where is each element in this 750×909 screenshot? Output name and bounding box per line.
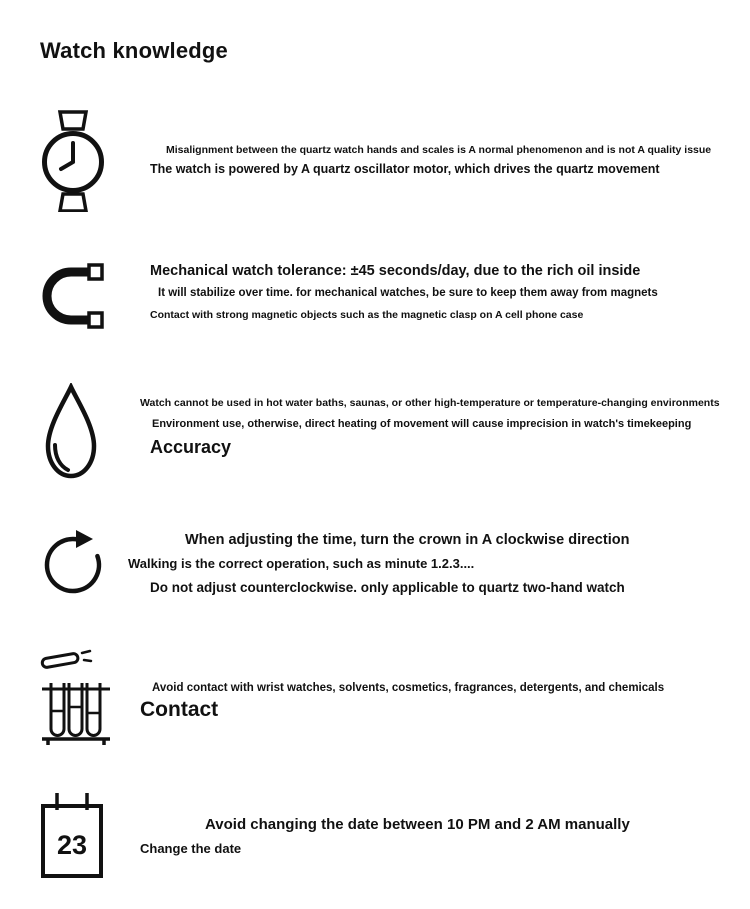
page-title: Watch knowledge [40,38,228,63]
text-line: Avoid changing the date between 10 PM and 2 AM manually [205,816,630,833]
text-line: Environment use, otherwise, direct heating of movement will cause imprecision in watch's timekeeping [152,418,692,431]
text-line: When adjusting the time, turn the crown in A clockwise direction [185,532,630,548]
section-heading: Accuracy [150,436,232,457]
section-heading: Contact [140,698,219,722]
text-line: Mechanical watch tolerance: ±45 seconds/day, due to the rich oil inside [150,263,641,279]
text-line: Do not adjust counterclockwise. only applicable to quartz two-hand watch [150,580,625,596]
test-tubes-icon [40,645,112,745]
text-line: Avoid contact with wrist watches, solvents, cosmetics, fragrances, detergents, and chemicals [152,682,665,694]
section-date-change [40,790,740,860]
section-quartz-watch [40,110,740,178]
text-line: Walking is the correct operation, such as minute 1.2.3.... [128,556,475,572]
text-line: Misalignment between the quartz watch hands and scales is A normal phenomenon and is not A quality issue [166,144,712,156]
section-magnet [40,256,740,322]
section-chemicals [40,645,740,724]
text-line: It will stabilize over time. for mechanical watches, be sure to keep them away from magnets [158,287,658,300]
magnet-icon [40,262,104,330]
watch-icon [40,110,106,212]
calendar-icon [40,790,104,880]
text-line: Contact with strong magnetic objects such as the magnetic clasp on A cell phone case [150,308,584,321]
water-drop-icon [42,383,100,480]
clockwise-arrow-icon [42,518,106,602]
text-line: Change the date [140,840,242,856]
calendar-day: 23 [56,830,88,860]
text-line: The watch is powered by A quartz oscillator motor, which drives the quartz movement [150,162,660,177]
section-temperature [40,383,740,458]
section-crown-adjustment [40,518,740,597]
text-line: Watch cannot be used in hot water baths, saunas, or other high-temperature or temperature-changing environments [140,397,720,409]
